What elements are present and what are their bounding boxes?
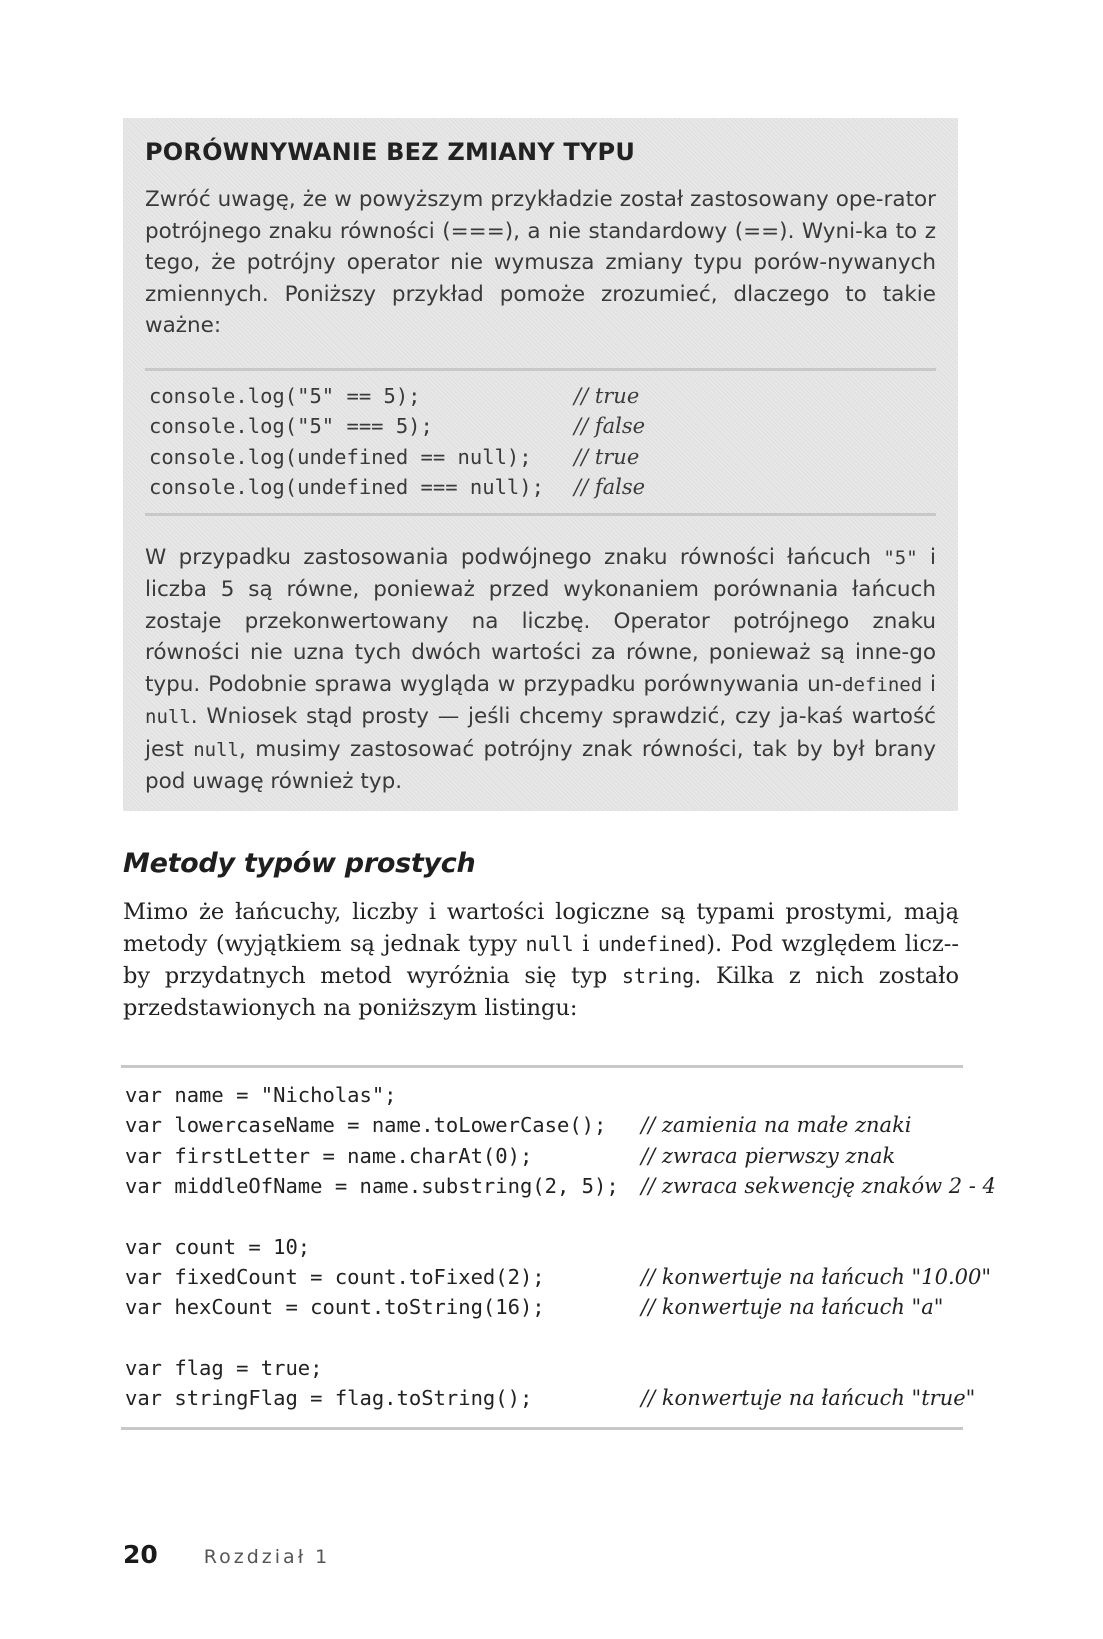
code-text: var fixedCount = count.toFixed(2); bbox=[125, 1264, 545, 1289]
code-line bbox=[125, 1171, 996, 1201]
blank-line bbox=[125, 1201, 963, 1231]
section-heading: Metody typów prostych bbox=[123, 848, 476, 879]
text-run: . Kilka z nich zostało przedstawionych na poniższym listingu: bbox=[123, 963, 959, 1021]
code-text: var flag = true; bbox=[125, 1355, 323, 1380]
code-line bbox=[125, 1080, 963, 1110]
text-run: ). Pod względem licz-by przydatnych metod wyróżnia się typ bbox=[123, 931, 959, 989]
code-comment: // zwraca sekwencję znaków 2 - 4 bbox=[641, 1174, 996, 1199]
code-line bbox=[125, 1231, 963, 1261]
code-text: var lowercaseName = name.toLowerCase(); bbox=[125, 1113, 607, 1138]
code-text: var name = "Nicholas"; bbox=[125, 1083, 397, 1108]
body-paragraph bbox=[123, 896, 959, 1024]
inline-code: null bbox=[145, 706, 191, 728]
code-listing bbox=[121, 1065, 996, 1430]
code-line bbox=[125, 1353, 963, 1383]
code-line bbox=[149, 411, 936, 442]
code-comment: // zamienia na małe znaki bbox=[641, 1113, 912, 1138]
text-run: . Wniosek stąd prosty — jeśli chcemy sprawdzić, czy ja-kaś wartość jest bbox=[145, 704, 936, 762]
sidebar-title: PORÓWNYWANIE BEZ ZMIANY TYPU bbox=[145, 138, 636, 166]
code-line bbox=[149, 442, 936, 473]
code-text: console.log(undefined == null); bbox=[149, 444, 532, 469]
code-comment: // konwertuje na łańcuch "true" bbox=[641, 1386, 976, 1411]
code-text: var firstLetter = name.charAt(0); bbox=[125, 1143, 533, 1168]
sidebar-code-block bbox=[145, 368, 936, 516]
code-comment: // false bbox=[574, 475, 646, 500]
code-line bbox=[125, 1141, 963, 1171]
inline-code: null bbox=[525, 932, 574, 956]
code-comment: // konwertuje na łańcuch "10.00" bbox=[641, 1264, 991, 1289]
code-line bbox=[125, 1262, 991, 1292]
sidebar-box bbox=[123, 118, 958, 811]
sidebar-paragraph-1: Zwróć uwagę, że w powyższym przykładzie został zastosowany ope-rator potrójnego znaku równości (===), a nie standardowy (==). Wyni-ka to z tego, że potrójny operator nie wymusza zmiany typu porów-nywanych zmiennych. Poniższy przykład pomoże zrozumieć, dlaczego to takie ważne: bbox=[145, 187, 936, 338]
page-number: 20 bbox=[123, 1540, 158, 1569]
code-comment: // zwraca pierwszy znak bbox=[641, 1143, 896, 1168]
text-run: W przypadku zastosowania podwójnego znaku równości łańcuch bbox=[145, 544, 884, 570]
inline-code: "5" bbox=[883, 546, 918, 569]
inline-code: string bbox=[621, 964, 695, 988]
inline-code: defined bbox=[842, 673, 923, 696]
code-comment: // false bbox=[574, 414, 646, 439]
text-run: , musimy zastosować potrójny znak równości, tak by był brany pod uwagę również typ. bbox=[145, 736, 937, 794]
code-text: var stringFlag = flag.toString(); bbox=[125, 1386, 533, 1411]
code-line bbox=[149, 472, 936, 503]
code-comment: // true bbox=[574, 383, 640, 408]
code-line bbox=[125, 1110, 963, 1140]
text-run: i bbox=[922, 671, 936, 697]
code-text: console.log(undefined === null); bbox=[149, 475, 544, 500]
code-text: console.log("5" === 5); bbox=[149, 414, 433, 439]
code-comment: // konwertuje na łańcuch "a" bbox=[641, 1295, 944, 1320]
page-footer bbox=[123, 1540, 330, 1569]
text-run: i bbox=[573, 931, 598, 957]
code-line bbox=[125, 1383, 976, 1413]
sidebar-paragraph-2 bbox=[145, 542, 936, 798]
text-run: Mimo że łańcuchy, liczby i wartości logiczne są typami prostymi, mają metody (wyjątkiem są jednak typy bbox=[123, 899, 959, 957]
inline-code: undefined bbox=[597, 932, 707, 956]
code-text: var count = 10; bbox=[125, 1234, 311, 1259]
code-text: console.log("5" == 5); bbox=[149, 383, 421, 408]
code-line bbox=[125, 1292, 963, 1322]
text-run: i liczba 5 są równe, ponieważ przed wykonaniem porównania łańcuch zostaje przekonwertowany na liczbę. Operator potrójnego znaku równości nie uzna tych dwóch wartości za równe, ponieważ są inne-go typu. Podobnie sprawa wygląda w przypadku porównywania un- bbox=[145, 544, 936, 697]
code-comment: // true bbox=[574, 444, 640, 469]
code-text: var hexCount = count.toString(16); bbox=[125, 1295, 545, 1320]
inline-code: null bbox=[193, 738, 239, 761]
chapter-label: Rozdział 1 bbox=[203, 1546, 331, 1568]
code-text: var middleOfName = name.substring(2, 5); bbox=[125, 1174, 619, 1199]
blank-line bbox=[125, 1322, 963, 1352]
code-line bbox=[149, 381, 936, 412]
